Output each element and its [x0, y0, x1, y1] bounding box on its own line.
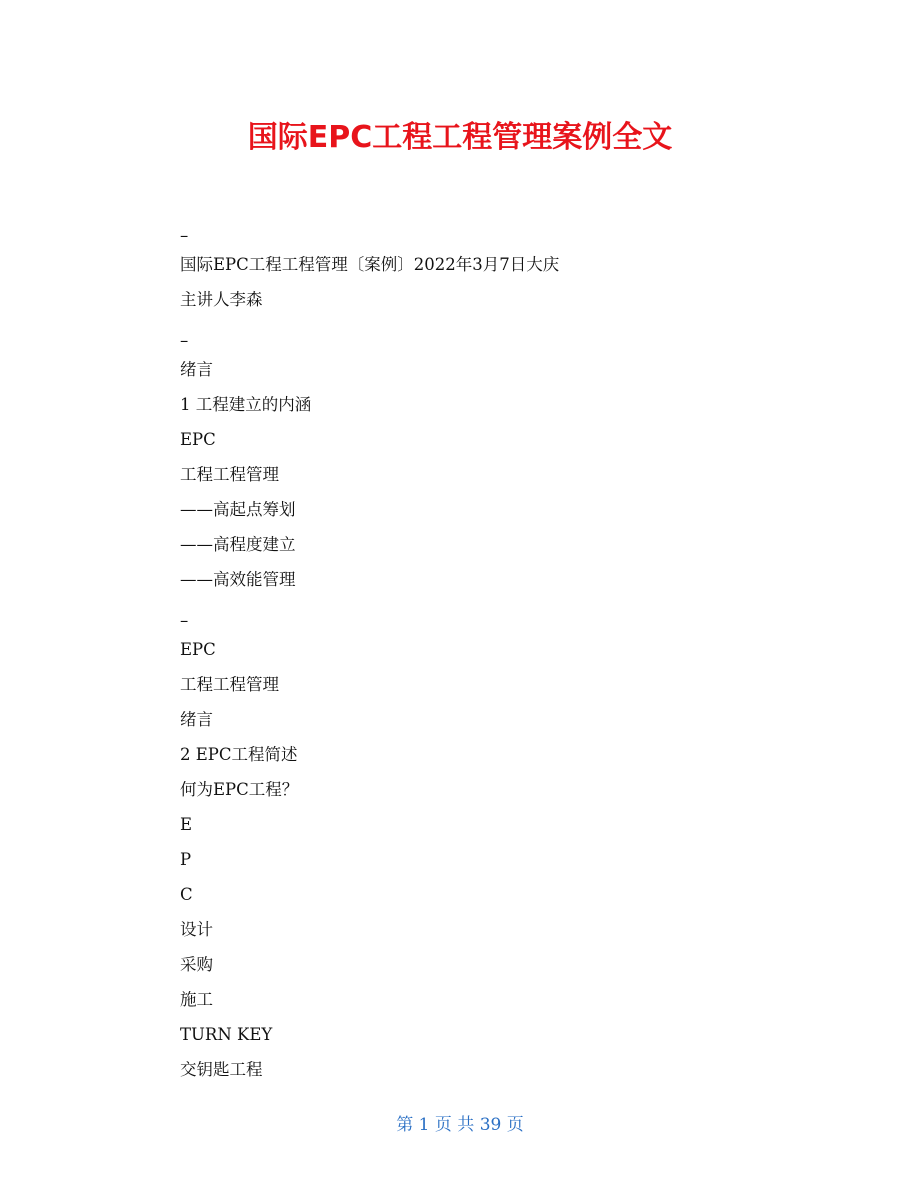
separator-dash: –	[180, 611, 189, 630]
text-line: TURN KEY	[180, 1025, 273, 1044]
text-line: 设计	[180, 920, 213, 939]
page-footer: 第 1 页 共 39 页	[396, 1115, 524, 1135]
document-title: 国际EPC工程工程管理案例全文	[247, 120, 673, 155]
text-line: 工程工程管理	[180, 465, 279, 484]
text-line: 工程工程管理	[180, 675, 279, 694]
text-line: C	[180, 885, 193, 904]
text-line: 采购	[180, 955, 213, 974]
text-line: EPC	[180, 640, 216, 659]
list-item: ——高程度建立	[180, 535, 296, 554]
list-item: ——高起点筹划	[180, 500, 296, 519]
separator-dash: –	[180, 331, 189, 350]
text-line: 交钥匙工程	[180, 1060, 263, 1079]
section-heading: 绪言	[180, 710, 213, 729]
separator-dash: –	[180, 226, 189, 245]
list-item: ——高效能管理	[180, 570, 296, 589]
text-line: EPC	[180, 430, 216, 449]
section-heading: 2 EPC工程简述	[180, 745, 298, 764]
lecture-heading: 国际EPC工程工程管理〔案例〕2022年3月7日大庆	[180, 255, 560, 274]
text-line: E	[180, 815, 193, 834]
section-heading: 绪言	[180, 360, 213, 379]
presenter-line: 主讲人李森	[180, 290, 263, 309]
text-line: 施工	[180, 990, 213, 1009]
text-line: 何为EPC工程？	[180, 780, 299, 799]
text-line: P	[180, 850, 192, 869]
section-heading: 1 工程建立的内涵	[180, 395, 312, 414]
